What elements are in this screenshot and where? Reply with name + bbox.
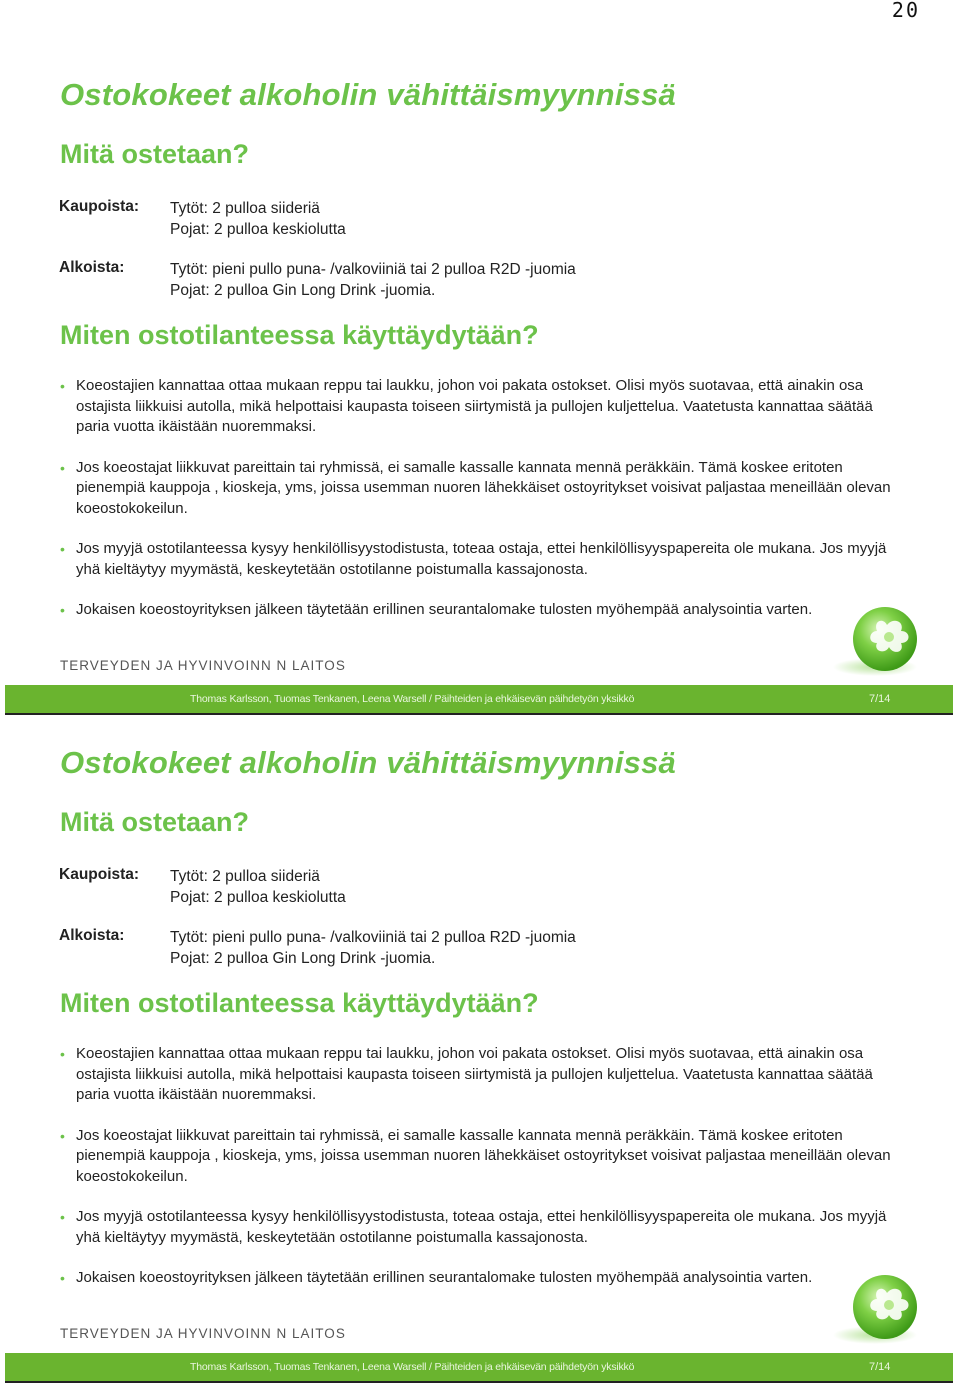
green-sphere-logo-icon [831, 1271, 927, 1349]
bullet-text: Jos koeostajat liikkuvat pareittain tai ryhmissä, ei samalle kassalle kannata mennä peräkkäin. Tämä koskee eritoten pienempiä kauppoja , kioskeja, yms, joissa usemman nuoren lähekkäiset ostoyritykset voisivat paljastaa meneillään olevan koeostokokeilun. [76, 458, 891, 517]
bullet-list [60, 376, 910, 641]
bullet-text: Koeostajien kannattaa ottaa mukaan reppu tai laukku, johon voi pakata ostokset. Olisi myös suotavaa, että ainakin osa ostajista liikkuisi autolla, mikä helpottaisi kaupasta toiseen siirtymistä ja pullojen kuljettelua. Vaatetusta kannattaa säätää paria vuotta ikäistään nuoremmaksi. [76, 377, 873, 435]
footer-bar [5, 1353, 953, 1381]
bullet-dot-icon: • [60, 378, 65, 394]
bullet-dot-icon: • [60, 1270, 65, 1286]
bullet-dot-icon: • [60, 1127, 65, 1144]
kaupoista-label: Kaupoista: [59, 198, 140, 215]
alkoista-label: Alkoista: [59, 927, 125, 944]
bullet-text: Jos myyjä ostotilanteessa kysyy henkilöllisyystodistusta, toteaa ostaja, ettei henkilöllisyyspapereita ole mukana. Jos myyjä yhä kieltäytyy myymästä, keskeytetään ostotilanne poistumalla kassajonosta. [76, 540, 887, 578]
bullet-item [60, 1126, 910, 1188]
slide-title: Ostokokeet alkoholin vähittäismyynnissä [60, 77, 676, 112]
bullet-item [60, 539, 910, 580]
alkoista-values [170, 927, 576, 969]
slide-1 [5, 65, 953, 715]
bullet-dot-icon: • [60, 541, 65, 557]
kaupoista-values [170, 198, 346, 240]
footer-slide-number: 7/14 [869, 1361, 891, 1373]
footer-bar [5, 685, 953, 713]
alkoista-line-boys: Pojat: 2 pulloa Gin Long Drink -juomia. [170, 282, 436, 299]
bullet-text: Jos koeostajat liikkuvat pareittain tai ryhmissä, ei samalle kassalle kannata mennä peräkkäin. Tämä koskee eritoten pienempiä kauppoja , kioskeja, yms, joissa usemman nuoren lähekkäiset ostoyritykset voisivat paljastaa meneillään olevan koeostokokeilun. [76, 1126, 891, 1185]
bullet-text: Jokaisen koeostoyrityksen jälkeen täytetään erillinen seurantalomake tulosten myöhempää analysointia varten. [76, 1269, 813, 1286]
bullet-item [60, 600, 910, 621]
bullet-item [60, 1044, 910, 1106]
kaupoista-label: Kaupoista: [59, 866, 140, 883]
kaupoista-line-girls: Tytöt: 2 pulloa siideriä [170, 868, 320, 885]
footer-divider [5, 1381, 953, 1383]
footer-authors: Thomas Karlsson, Tuomas Tenkanen, Leena Warsell / Päihteiden ja ehkäisevän päihdetyön yksikkö [190, 1361, 635, 1373]
organization-name: TERVEYDEN JA HYVINVOINN N LAITOS [60, 658, 346, 673]
organization-name: TERVEYDEN JA HYVINVOINN N LAITOS [60, 1326, 346, 1341]
footer-divider [5, 713, 953, 715]
kaupoista-values [170, 866, 346, 908]
section-heading-what: Mitä ostetaan? [60, 139, 250, 169]
bullet-item [60, 1268, 910, 1289]
section-heading-what: Mitä ostetaan? [60, 807, 250, 837]
kaupoista-line-girls: Tytöt: 2 pulloa siideriä [170, 200, 320, 217]
footer-authors: Thomas Karlsson, Tuomas Tenkanen, Leena Warsell / Päihteiden ja ehkäisevän päihdetyön yksikkö [190, 693, 635, 705]
bullet-text: Jos myyjä ostotilanteessa kysyy henkilöllisyystodistusta, toteaa ostaja, ettei henkilöllisyyspapereita ole mukana. Jos myyjä yhä kieltäytyy myymästä, keskeytetään ostotilanne poistumalla kassajonosta. [76, 1208, 887, 1246]
section-heading-how: Miten ostotilanteessa käyttäydytään? [60, 320, 539, 350]
bullet-dot-icon: • [60, 602, 65, 618]
bullet-list [60, 1044, 910, 1309]
green-sphere-logo-icon [831, 603, 927, 681]
bullet-text: Jokaisen koeostoyrityksen jälkeen täytetään erillinen seurantalomake tulosten myöhempää analysointia varten. [76, 601, 813, 618]
kaupoista-line-boys: Pojat: 2 pulloa keskiolutta [170, 889, 346, 906]
alkoista-values [170, 259, 576, 301]
alkoista-line-girls: Tytöt: pieni pullo puna- /valkoviiniä tai 2 pulloa R2D -juomia [170, 929, 576, 946]
kaupoista-line-boys: Pojat: 2 pulloa keskiolutta [170, 221, 346, 238]
footer-slide-number: 7/14 [869, 693, 891, 705]
bullet-item [60, 376, 910, 438]
slide-2 [5, 733, 953, 1383]
bullet-text: Koeostajien kannattaa ottaa mukaan reppu tai laukku, johon voi pakata ostokset. Olisi myös suotavaa, että ainakin osa ostajista liikkuisi autolla, mikä helpottaisi kaupasta toiseen siirtymistä ja pullojen kuljettelua. Vaatetusta kannattaa säätää paria vuotta ikäistään nuoremmaksi. [76, 1045, 873, 1103]
page-number: 20 [891, 0, 920, 22]
alkoista-line-boys: Pojat: 2 pulloa Gin Long Drink -juomia. [170, 950, 436, 967]
bullet-dot-icon: • [60, 1046, 65, 1062]
section-heading-how: Miten ostotilanteessa käyttäydytään? [60, 988, 539, 1018]
bullet-item [60, 1207, 910, 1248]
alkoista-line-girls: Tytöt: pieni pullo puna- /valkoviiniä tai 2 pulloa R2D -juomia [170, 261, 576, 278]
bullet-item [60, 458, 910, 520]
alkoista-label: Alkoista: [59, 259, 125, 276]
bullet-dot-icon: • [60, 1209, 65, 1225]
slide-title: Ostokokeet alkoholin vähittäismyynnissä [60, 745, 676, 780]
bullet-dot-icon: • [60, 459, 65, 476]
